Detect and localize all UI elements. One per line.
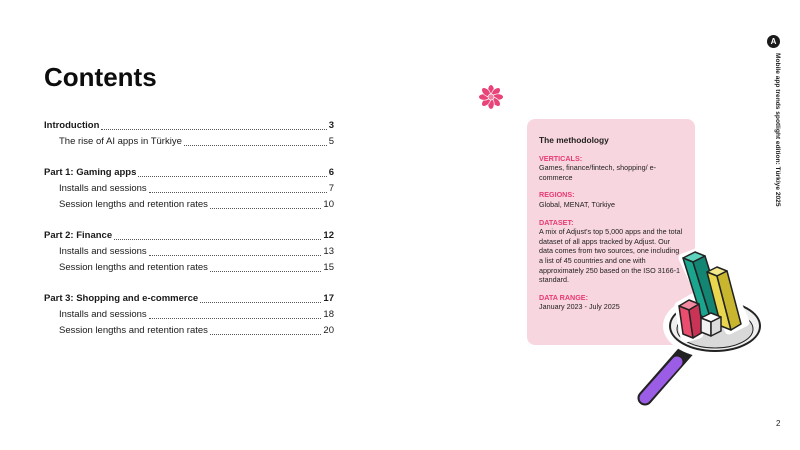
- toc-label: Installs and sessions: [59, 183, 147, 194]
- regions-heading: REGIONS:: [539, 190, 575, 200]
- toc-label: Session lengths and retention rates: [59, 262, 208, 273]
- toc-label: The rise of AI apps in Türkiye: [59, 136, 182, 147]
- dataset-text: A mix of Adjust's top 5,000 apps and the total dataset of all apps tracked by Adjust. Our data comes from two sources, one including a list of 45 countries and one with approximately 250 based on the ISO 3166-1 standard.: [539, 227, 683, 285]
- toc-page: 10: [323, 199, 334, 210]
- toc-entry-rise-of-ai[interactable]: [44, 134, 334, 150]
- verticals-heading: VERTICALS:: [539, 153, 583, 163]
- flower-icon: [478, 84, 504, 110]
- toc-entry-part2-sessions[interactable]: [44, 260, 334, 276]
- page-title: Contents: [44, 62, 157, 92]
- toc-label: Part 3: Shopping and e-commerce: [44, 293, 199, 304]
- toc-leader: [149, 254, 322, 256]
- brand-logo-icon: A: [767, 35, 780, 48]
- white-cube-icon: [701, 313, 721, 336]
- dataset-heading: DATASET:: [539, 217, 574, 227]
- toc-page: 6: [328, 167, 334, 178]
- toc-leader: [210, 333, 321, 335]
- toc-leader: [138, 175, 326, 177]
- toc-entry-part3-installs[interactable]: [44, 307, 334, 323]
- toc-page: 5: [328, 136, 334, 147]
- toc-entry-part2[interactable]: [44, 228, 334, 244]
- toc-leader: [210, 270, 321, 272]
- toc-page: 13: [323, 246, 334, 257]
- toc-leader: [149, 317, 322, 319]
- toc-label: Part 1: Gaming apps: [44, 167, 137, 178]
- toc-label: Session lengths and retention rates: [59, 199, 208, 210]
- toc-entry-part1[interactable]: [44, 165, 334, 181]
- toc-label: Introduction: [44, 120, 100, 131]
- toc-leader: [101, 128, 326, 130]
- toc-label: Installs and sessions: [59, 246, 147, 257]
- toc-page: 7: [328, 183, 334, 194]
- toc-entry-part1-installs[interactable]: [44, 181, 334, 197]
- toc-entry-introduction[interactable]: [44, 118, 334, 134]
- toc-leader: [114, 238, 321, 240]
- toc-leader: [210, 207, 321, 209]
- magnifier-handle-icon: [645, 350, 687, 398]
- page-number: 2: [776, 419, 781, 428]
- toc-page: 17: [323, 293, 334, 304]
- regions-text: Global, MENAT, Türkiye: [539, 199, 616, 209]
- red-bar-icon: [679, 300, 703, 338]
- table-of-contents: [44, 118, 334, 339]
- running-header: [764, 35, 784, 235]
- methodology-title: The methodology: [539, 135, 609, 145]
- toc-page: 15: [323, 262, 334, 273]
- data-range-heading: DATA RANGE:: [539, 292, 588, 302]
- toc-entry-part1-sessions[interactable]: [44, 197, 334, 213]
- toc-entry-part3[interactable]: [44, 291, 334, 307]
- toc-leader: [200, 301, 321, 303]
- data-range-text: January 2023 - July 2025: [539, 302, 620, 312]
- toc-label: Installs and sessions: [59, 309, 147, 320]
- toc-label: Session lengths and retention rates: [59, 325, 208, 336]
- toc-entry-part2-installs[interactable]: [44, 244, 334, 260]
- toc-label: Part 2: Finance: [44, 230, 113, 241]
- toc-leader: [184, 144, 327, 146]
- magnifier-chart-illustration: [615, 238, 770, 410]
- toc-page: 18: [323, 309, 334, 320]
- toc-page: 3: [328, 120, 334, 131]
- toc-leader: [149, 191, 327, 193]
- toc-page: 20: [323, 325, 334, 336]
- toc-entry-part3-sessions[interactable]: [44, 323, 334, 339]
- toc-page: 12: [323, 230, 334, 241]
- running-header-text: Mobile app trends spotlight edition: Türkiye 2025: [774, 53, 781, 207]
- verticals-text: Games, finance/fintech, shopping/ e-commerce: [539, 163, 657, 182]
